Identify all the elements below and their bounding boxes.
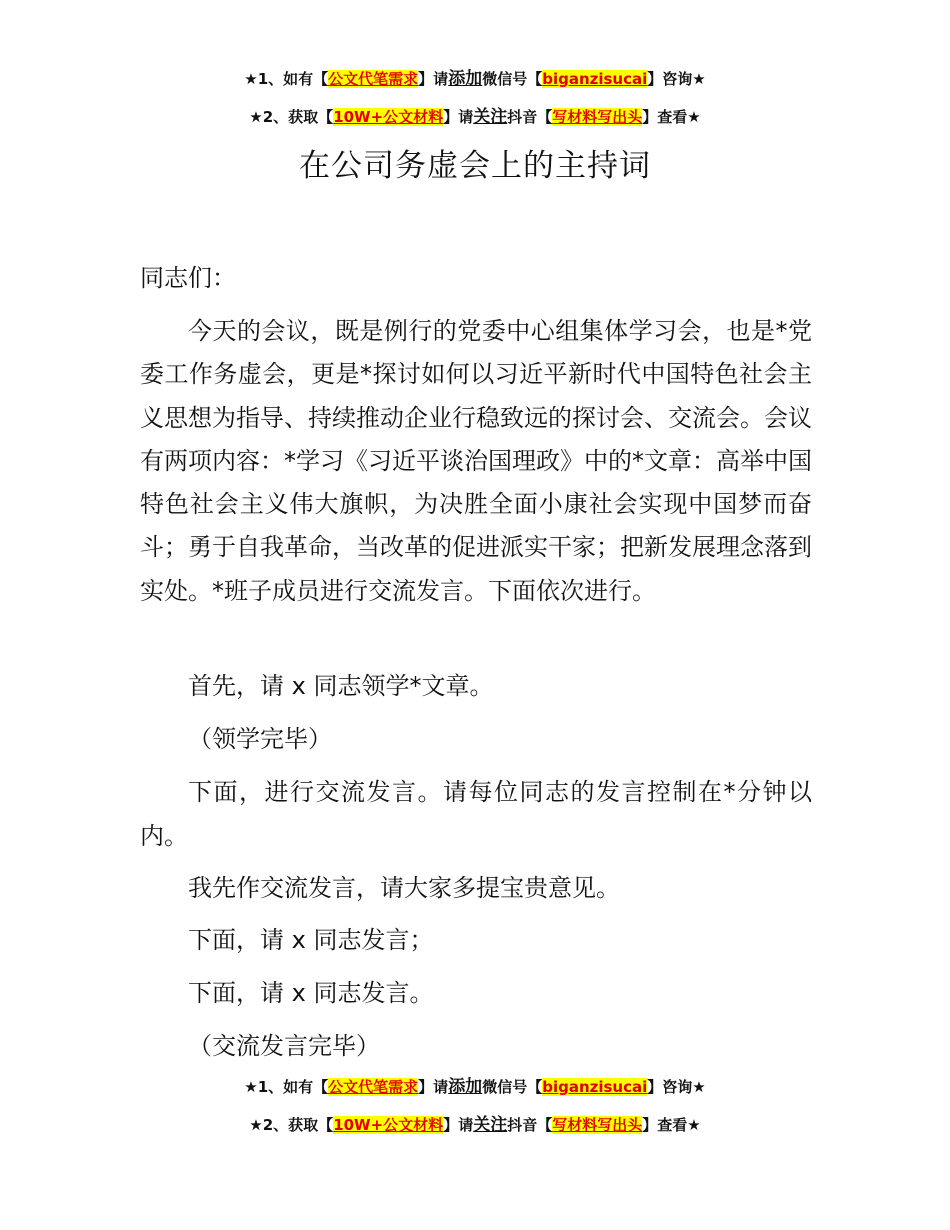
main-paragraph: 今天的会议，既是例行的党委中心组集体学习会，也是*党委工作务虚会，更是*探讨如何以习近平新时代中国特色社会主义思想为指导、持续推动企业行稳致远的探讨会、交流会。会议有两项内容：*学习《习近平谈治国理政》中的*文章：高举中国特色社会主义伟大旗帜，为决胜全面小康社会实现中国梦而奋斗；勇于自我革命，当改革的促进派实干家；把新发展理念落到实处。*班子成员进行交流发言。下面依次进行。 xyxy=(140,317,812,605)
promo-underlined: 关注 xyxy=(473,1115,508,1135)
promo-text: 抖音【 xyxy=(507,108,553,126)
paragraph-self: 我先作交流发言，请大家多提宝贵意见。 xyxy=(188,874,620,902)
promo-text: ★2、获取【 xyxy=(249,1116,334,1134)
promo-text: 】请 xyxy=(418,1078,449,1096)
promo-douyin-id: 写材料写出头 xyxy=(552,1116,643,1134)
promo-text: 】请 xyxy=(418,70,449,88)
promo-text: ★1、如有【 xyxy=(244,1078,329,1096)
promo-text: ★2、获取【 xyxy=(249,108,334,126)
promo-douyin-id: 写材料写出头 xyxy=(552,108,643,126)
promo-text: 】咨询★ xyxy=(647,1078,706,1096)
paragraph-next: 下面，进行交流发言。请每位同志的发言控制在*分钟以内。 xyxy=(140,778,812,850)
paragraph-speaker-2: 下面，请 x 同志发言。 xyxy=(188,979,434,1007)
promo-highlight: 10W+公文材料 xyxy=(333,108,444,126)
promo-text: 】咨询★ xyxy=(647,70,706,88)
promo-text: 抖音【 xyxy=(507,1116,553,1134)
paragraph-note-2: （交流发言完毕） xyxy=(188,1032,380,1060)
promo-text: ★1、如有【 xyxy=(244,70,329,88)
promo-line-2-bottom xyxy=(0,1115,950,1135)
document-title: 在公司务虚会上的主持词 xyxy=(299,148,651,184)
promo-wechat-id: biganzisucai xyxy=(542,70,648,88)
promo-line-2 xyxy=(0,107,950,127)
promo-text: 】查看★ xyxy=(642,108,701,126)
promo-underlined: 添加 xyxy=(448,1077,483,1097)
promo-underlined: 添加 xyxy=(448,69,483,89)
promo-text: 微信号【 xyxy=(482,70,543,88)
promo-line-1-bottom xyxy=(0,1077,950,1097)
salutation: 同志们： xyxy=(140,264,236,292)
promo-text: 】请 xyxy=(443,108,474,126)
promo-text: 微信号【 xyxy=(482,1078,543,1096)
promo-highlight: 10W+公文材料 xyxy=(333,1116,444,1134)
promo-wechat-id: biganzisucai xyxy=(542,1078,648,1096)
paragraph-first: 首先，请 x 同志领学*文章。 xyxy=(188,672,494,700)
promo-text: 】查看★ xyxy=(642,1116,701,1134)
promo-text: 】请 xyxy=(443,1116,474,1134)
promo-underlined: 关注 xyxy=(473,107,508,127)
promo-highlight: 公文代笔需求 xyxy=(328,1078,419,1096)
promo-highlight: 公文代笔需求 xyxy=(328,70,419,88)
paragraph-speaker-1: 下面，请 x 同志发言； xyxy=(188,926,434,954)
paragraph-note-1: （领学完毕） xyxy=(188,725,332,753)
promo-line-1 xyxy=(0,69,950,89)
